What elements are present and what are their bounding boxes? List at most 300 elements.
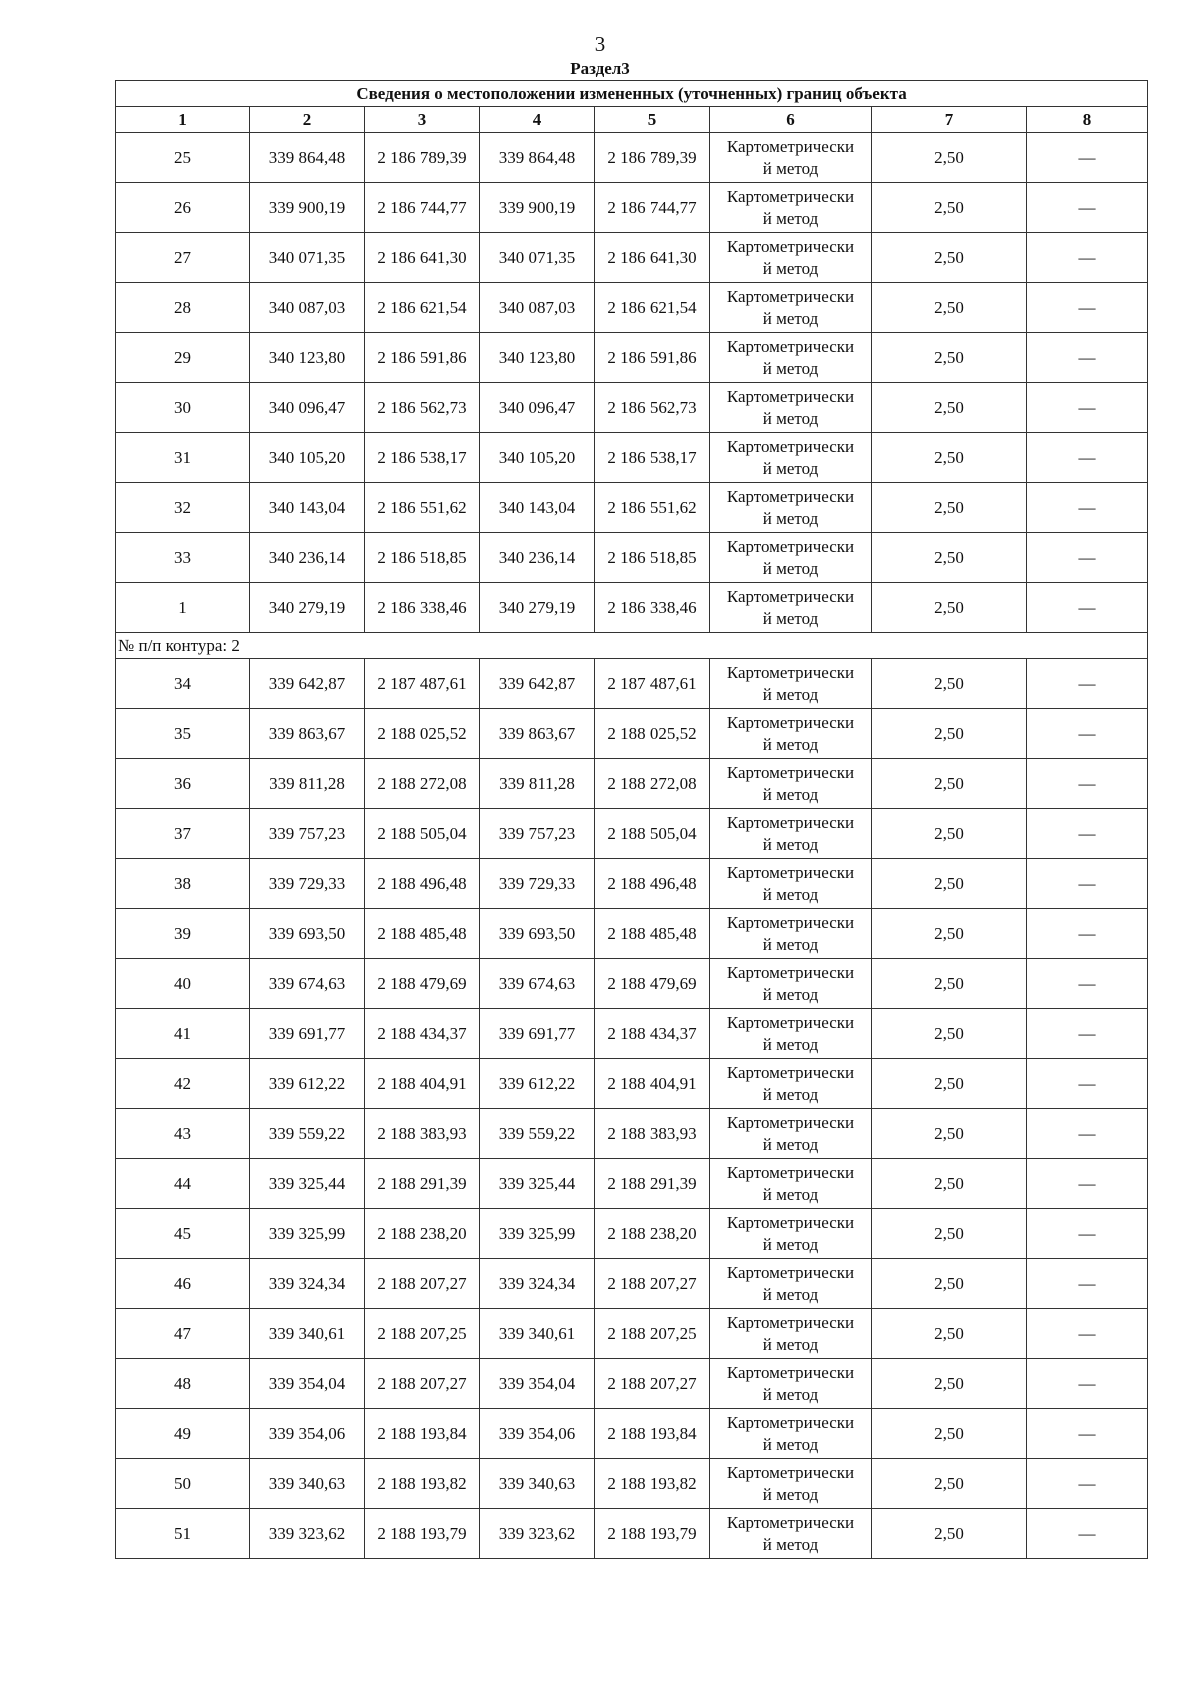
x-existing-cell: 339 900,19 bbox=[250, 183, 365, 233]
method-line: Картометрически bbox=[726, 536, 855, 556]
accuracy-cell: 2,50 bbox=[872, 1309, 1027, 1359]
x-existing-cell: 339 729,33 bbox=[250, 859, 365, 909]
point-number-cell: 50 bbox=[116, 1459, 250, 1509]
y-existing-cell: 2 188 496,48 bbox=[365, 859, 480, 909]
table-row bbox=[116, 283, 1148, 333]
table-row bbox=[116, 1109, 1148, 1159]
point-number-cell: 35 bbox=[116, 709, 250, 759]
x-refined-cell: 340 279,19 bbox=[480, 583, 595, 633]
x-refined-cell: 339 863,67 bbox=[480, 709, 595, 759]
x-existing-cell: 340 087,03 bbox=[250, 283, 365, 333]
contour-label-row bbox=[116, 633, 1148, 659]
method-line: й метод bbox=[762, 1134, 819, 1154]
x-existing-cell: 339 674,63 bbox=[250, 959, 365, 1009]
point-number-cell: 34 bbox=[116, 659, 250, 709]
table-row bbox=[116, 1409, 1148, 1459]
method-line: й метод bbox=[762, 308, 819, 328]
description-cell: — bbox=[1027, 233, 1148, 283]
x-existing-cell: 339 354,06 bbox=[250, 1409, 365, 1459]
point-number-cell: 42 bbox=[116, 1059, 250, 1109]
y-existing-cell: 2 187 487,61 bbox=[365, 659, 480, 709]
table-row bbox=[116, 583, 1148, 633]
y-existing-cell: 2 188 025,52 bbox=[365, 709, 480, 759]
x-refined-cell: 339 729,33 bbox=[480, 859, 595, 909]
table-row bbox=[116, 1259, 1148, 1309]
x-refined-cell: 339 693,50 bbox=[480, 909, 595, 959]
method-line: й метод bbox=[762, 358, 819, 378]
table-row bbox=[116, 759, 1148, 809]
point-number-cell: 37 bbox=[116, 809, 250, 859]
y-existing-cell: 2 186 538,17 bbox=[365, 433, 480, 483]
point-number-cell: 31 bbox=[116, 433, 250, 483]
table-row bbox=[116, 333, 1148, 383]
y-existing-cell: 2 186 551,62 bbox=[365, 483, 480, 533]
y-existing-cell: 2 186 641,30 bbox=[365, 233, 480, 283]
method-cell bbox=[710, 1259, 872, 1309]
method-line: й метод bbox=[762, 458, 819, 478]
x-refined-cell: 339 811,28 bbox=[480, 759, 595, 809]
x-refined-cell: 339 324,34 bbox=[480, 1259, 595, 1309]
method-cell bbox=[710, 383, 872, 433]
table-row bbox=[116, 533, 1148, 583]
y-refined-cell: 2 186 621,54 bbox=[595, 283, 710, 333]
x-existing-cell: 339 811,28 bbox=[250, 759, 365, 809]
x-existing-cell: 339 340,61 bbox=[250, 1309, 365, 1359]
table-row bbox=[116, 1359, 1148, 1409]
point-number-cell: 46 bbox=[116, 1259, 250, 1309]
point-number-cell: 30 bbox=[116, 383, 250, 433]
method-line: й метод bbox=[762, 1234, 819, 1254]
x-existing-cell: 339 559,22 bbox=[250, 1109, 365, 1159]
method-line: й метод bbox=[762, 1334, 819, 1354]
method-line: й метод bbox=[762, 834, 819, 854]
method-cell bbox=[710, 483, 872, 533]
x-existing-cell: 339 691,77 bbox=[250, 1009, 365, 1059]
method-cell bbox=[710, 709, 872, 759]
x-existing-cell: 340 279,19 bbox=[250, 583, 365, 633]
description-cell: — bbox=[1027, 759, 1148, 809]
method-line: й метод bbox=[762, 734, 819, 754]
table-row bbox=[116, 133, 1148, 183]
method-cell bbox=[710, 959, 872, 1009]
y-existing-cell: 2 186 591,86 bbox=[365, 333, 480, 383]
x-existing-cell: 340 096,47 bbox=[250, 383, 365, 433]
method-line: й метод bbox=[762, 1434, 819, 1454]
y-existing-cell: 2 186 744,77 bbox=[365, 183, 480, 233]
method-cell bbox=[710, 233, 872, 283]
x-existing-cell: 339 324,34 bbox=[250, 1259, 365, 1309]
point-number-cell: 32 bbox=[116, 483, 250, 533]
y-refined-cell: 2 186 538,17 bbox=[595, 433, 710, 483]
accuracy-cell: 2,50 bbox=[872, 483, 1027, 533]
table-row bbox=[116, 809, 1148, 859]
y-existing-cell: 2 188 207,27 bbox=[365, 1259, 480, 1309]
y-existing-cell: 2 188 272,08 bbox=[365, 759, 480, 809]
description-cell: — bbox=[1027, 909, 1148, 959]
method-cell bbox=[710, 1509, 872, 1559]
accuracy-cell: 2,50 bbox=[872, 909, 1027, 959]
method-cell bbox=[710, 533, 872, 583]
accuracy-cell: 2,50 bbox=[872, 1009, 1027, 1059]
method-cell bbox=[710, 1459, 872, 1509]
x-refined-cell: 339 559,22 bbox=[480, 1109, 595, 1159]
description-cell: — bbox=[1027, 333, 1148, 383]
method-line: й метод bbox=[762, 1184, 819, 1204]
point-number-cell: 48 bbox=[116, 1359, 250, 1409]
method-cell bbox=[710, 433, 872, 483]
description-cell: — bbox=[1027, 1059, 1148, 1109]
method-line: Картометрически bbox=[726, 812, 855, 832]
x-existing-cell: 340 143,04 bbox=[250, 483, 365, 533]
x-refined-cell: 339 325,99 bbox=[480, 1209, 595, 1259]
section-title: Раздел3 bbox=[570, 59, 630, 78]
description-cell: — bbox=[1027, 1209, 1148, 1259]
accuracy-cell: 2,50 bbox=[872, 1459, 1027, 1509]
point-number-cell: 41 bbox=[116, 1009, 250, 1059]
x-existing-cell: 339 864,48 bbox=[250, 133, 365, 183]
method-line: й метод bbox=[762, 984, 819, 1004]
method-cell bbox=[710, 1059, 872, 1109]
point-number-cell: 45 bbox=[116, 1209, 250, 1259]
method-cell bbox=[710, 1359, 872, 1409]
description-cell: — bbox=[1027, 1509, 1148, 1559]
method-line: й метод bbox=[762, 1384, 819, 1404]
point-number-cell: 26 bbox=[116, 183, 250, 233]
y-existing-cell: 2 188 505,04 bbox=[365, 809, 480, 859]
table-row bbox=[116, 1459, 1148, 1509]
point-number-cell: 38 bbox=[116, 859, 250, 909]
x-refined-cell: 339 354,04 bbox=[480, 1359, 595, 1409]
method-line: Картометрически bbox=[726, 1012, 855, 1032]
table-caption-row bbox=[116, 81, 1148, 107]
x-refined-cell: 339 757,23 bbox=[480, 809, 595, 859]
y-refined-cell: 2 188 238,20 bbox=[595, 1209, 710, 1259]
point-number-cell: 33 bbox=[116, 533, 250, 583]
accuracy-cell: 2,50 bbox=[872, 583, 1027, 633]
point-number-cell: 29 bbox=[116, 333, 250, 383]
description-cell: — bbox=[1027, 183, 1148, 233]
description-cell: — bbox=[1027, 859, 1148, 909]
column-header: 5 bbox=[595, 107, 710, 133]
y-refined-cell: 2 188 025,52 bbox=[595, 709, 710, 759]
description-cell: — bbox=[1027, 1109, 1148, 1159]
x-refined-cell: 340 236,14 bbox=[480, 533, 595, 583]
method-line: Картометрически bbox=[726, 712, 855, 732]
column-header: 1 bbox=[116, 107, 250, 133]
x-existing-cell: 340 123,80 bbox=[250, 333, 365, 383]
y-existing-cell: 2 186 562,73 bbox=[365, 383, 480, 433]
x-refined-cell: 340 123,80 bbox=[480, 333, 595, 383]
y-existing-cell: 2 188 193,84 bbox=[365, 1409, 480, 1459]
description-cell: — bbox=[1027, 709, 1148, 759]
accuracy-cell: 2,50 bbox=[872, 759, 1027, 809]
x-existing-cell: 339 325,99 bbox=[250, 1209, 365, 1259]
table-row bbox=[116, 1009, 1148, 1059]
y-refined-cell: 2 186 518,85 bbox=[595, 533, 710, 583]
accuracy-cell: 2,50 bbox=[872, 1509, 1027, 1559]
x-existing-cell: 340 236,14 bbox=[250, 533, 365, 583]
point-number-cell: 44 bbox=[116, 1159, 250, 1209]
method-line: Картометрически bbox=[726, 1262, 855, 1282]
y-existing-cell: 2 188 238,20 bbox=[365, 1209, 480, 1259]
x-existing-cell: 339 693,50 bbox=[250, 909, 365, 959]
method-line: й метод bbox=[762, 1534, 819, 1554]
y-refined-cell: 2 188 207,25 bbox=[595, 1309, 710, 1359]
method-line: й метод bbox=[762, 158, 819, 178]
x-existing-cell: 339 323,62 bbox=[250, 1509, 365, 1559]
method-line: Картометрически bbox=[726, 1512, 855, 1532]
accuracy-cell: 2,50 bbox=[872, 1059, 1027, 1109]
column-header: 2 bbox=[250, 107, 365, 133]
point-number-cell: 1 bbox=[116, 583, 250, 633]
y-existing-cell: 2 186 789,39 bbox=[365, 133, 480, 183]
y-existing-cell: 2 188 291,39 bbox=[365, 1159, 480, 1209]
column-header: 8 bbox=[1027, 107, 1148, 133]
table-row bbox=[116, 183, 1148, 233]
accuracy-cell: 2,50 bbox=[872, 1409, 1027, 1459]
x-refined-cell: 339 674,63 bbox=[480, 959, 595, 1009]
method-cell bbox=[710, 759, 872, 809]
method-cell bbox=[710, 333, 872, 383]
method-line: й метод bbox=[762, 684, 819, 704]
x-refined-cell: 340 143,04 bbox=[480, 483, 595, 533]
method-line: Картометрически bbox=[726, 1412, 855, 1432]
accuracy-cell: 2,50 bbox=[872, 709, 1027, 759]
method-cell bbox=[710, 1209, 872, 1259]
y-existing-cell: 2 188 193,82 bbox=[365, 1459, 480, 1509]
method-line: й метод bbox=[762, 208, 819, 228]
method-line: й метод bbox=[762, 608, 819, 628]
point-number-cell: 39 bbox=[116, 909, 250, 959]
table-row bbox=[116, 659, 1148, 709]
method-line: й метод bbox=[762, 408, 819, 428]
column-header: 7 bbox=[872, 107, 1027, 133]
description-cell: — bbox=[1027, 283, 1148, 333]
y-existing-cell: 2 188 404,91 bbox=[365, 1059, 480, 1109]
x-refined-cell: 339 642,87 bbox=[480, 659, 595, 709]
contour-2-label-section bbox=[116, 633, 1148, 659]
method-cell bbox=[710, 583, 872, 633]
description-cell: — bbox=[1027, 959, 1148, 1009]
table-row bbox=[116, 233, 1148, 283]
method-line: Картометрически bbox=[726, 286, 855, 306]
method-line: Картометрически bbox=[726, 1212, 855, 1232]
method-line: Картометрически bbox=[726, 1312, 855, 1332]
description-cell: — bbox=[1027, 383, 1148, 433]
y-refined-cell: 2 186 562,73 bbox=[595, 383, 710, 433]
y-refined-cell: 2 188 485,48 bbox=[595, 909, 710, 959]
y-refined-cell: 2 188 272,08 bbox=[595, 759, 710, 809]
method-line: й метод bbox=[762, 1034, 819, 1054]
x-existing-cell: 339 863,67 bbox=[250, 709, 365, 759]
x-existing-cell: 339 757,23 bbox=[250, 809, 365, 859]
x-refined-cell: 339 864,48 bbox=[480, 133, 595, 183]
x-existing-cell: 339 354,04 bbox=[250, 1359, 365, 1409]
method-line: Картометрически bbox=[726, 762, 855, 782]
description-cell: — bbox=[1027, 659, 1148, 709]
column-header: 4 bbox=[480, 107, 595, 133]
point-number-cell: 49 bbox=[116, 1409, 250, 1459]
accuracy-cell: 2,50 bbox=[872, 333, 1027, 383]
table-row bbox=[116, 1059, 1148, 1109]
method-line: й метод bbox=[762, 258, 819, 278]
point-number-cell: 40 bbox=[116, 959, 250, 1009]
x-refined-cell: 339 340,61 bbox=[480, 1309, 595, 1359]
description-cell: — bbox=[1027, 1459, 1148, 1509]
point-number-cell: 51 bbox=[116, 1509, 250, 1559]
accuracy-cell: 2,50 bbox=[872, 959, 1027, 1009]
description-cell: — bbox=[1027, 1359, 1148, 1409]
x-existing-cell: 340 071,35 bbox=[250, 233, 365, 283]
y-refined-cell: 2 188 505,04 bbox=[595, 809, 710, 859]
accuracy-cell: 2,50 bbox=[872, 383, 1027, 433]
x-existing-cell: 339 642,87 bbox=[250, 659, 365, 709]
y-existing-cell: 2 188 434,37 bbox=[365, 1009, 480, 1059]
method-line: й метод bbox=[762, 884, 819, 904]
method-cell bbox=[710, 1009, 872, 1059]
y-existing-cell: 2 186 338,46 bbox=[365, 583, 480, 633]
table-row bbox=[116, 1309, 1148, 1359]
x-refined-cell: 340 105,20 bbox=[480, 433, 595, 483]
y-refined-cell: 2 188 193,79 bbox=[595, 1509, 710, 1559]
method-cell bbox=[710, 809, 872, 859]
y-existing-cell: 2 188 207,27 bbox=[365, 1359, 480, 1409]
accuracy-cell: 2,50 bbox=[872, 1209, 1027, 1259]
x-refined-cell: 339 354,06 bbox=[480, 1409, 595, 1459]
method-line: Картометрически bbox=[726, 586, 855, 606]
method-cell bbox=[710, 1409, 872, 1459]
description-cell: — bbox=[1027, 533, 1148, 583]
description-cell: — bbox=[1027, 583, 1148, 633]
accuracy-cell: 2,50 bbox=[872, 1109, 1027, 1159]
y-existing-cell: 2 188 383,93 bbox=[365, 1109, 480, 1159]
method-line: Картометрически bbox=[726, 912, 855, 932]
method-line: й метод bbox=[762, 1084, 819, 1104]
table-row bbox=[116, 1159, 1148, 1209]
description-cell: — bbox=[1027, 1409, 1148, 1459]
table-caption: Сведения о местоположении измененных (уточненных) границ объекта bbox=[116, 81, 1148, 107]
accuracy-cell: 2,50 bbox=[872, 1159, 1027, 1209]
column-header: 6 bbox=[710, 107, 872, 133]
accuracy-cell: 2,50 bbox=[872, 183, 1027, 233]
column-header-row bbox=[116, 107, 1148, 133]
method-line: Картометрически bbox=[726, 1112, 855, 1132]
method-line: й метод bbox=[762, 508, 819, 528]
accuracy-cell: 2,50 bbox=[872, 1359, 1027, 1409]
table-row bbox=[116, 483, 1148, 533]
description-cell: — bbox=[1027, 483, 1148, 533]
method-line: Картометрически bbox=[726, 662, 855, 682]
description-cell: — bbox=[1027, 1309, 1148, 1359]
x-refined-cell: 339 340,63 bbox=[480, 1459, 595, 1509]
x-existing-cell: 339 340,63 bbox=[250, 1459, 365, 1509]
column-header: 3 bbox=[365, 107, 480, 133]
accuracy-cell: 2,50 bbox=[872, 233, 1027, 283]
point-number-cell: 28 bbox=[116, 283, 250, 333]
method-line: Картометрически bbox=[726, 336, 855, 356]
y-refined-cell: 2 186 551,62 bbox=[595, 483, 710, 533]
table-row bbox=[116, 909, 1148, 959]
y-refined-cell: 2 188 404,91 bbox=[595, 1059, 710, 1109]
x-existing-cell: 340 105,20 bbox=[250, 433, 365, 483]
method-cell bbox=[710, 659, 872, 709]
table-row bbox=[116, 709, 1148, 759]
x-refined-cell: 340 096,47 bbox=[480, 383, 595, 433]
point-number-cell: 27 bbox=[116, 233, 250, 283]
table-row bbox=[116, 383, 1148, 433]
y-refined-cell: 2 188 496,48 bbox=[595, 859, 710, 909]
x-refined-cell: 339 612,22 bbox=[480, 1059, 595, 1109]
method-line: Картометрически bbox=[726, 1362, 855, 1382]
method-line: Картометрически bbox=[726, 962, 855, 982]
description-cell: — bbox=[1027, 809, 1148, 859]
y-refined-cell: 2 188 291,39 bbox=[595, 1159, 710, 1209]
y-existing-cell: 2 188 207,25 bbox=[365, 1309, 480, 1359]
method-line: Картометрически bbox=[726, 386, 855, 406]
method-cell bbox=[710, 283, 872, 333]
table-row bbox=[116, 1209, 1148, 1259]
y-refined-cell: 2 187 487,61 bbox=[595, 659, 710, 709]
contour-2-rows bbox=[116, 659, 1148, 1559]
method-line: Картометрически bbox=[726, 486, 855, 506]
y-refined-cell: 2 186 789,39 bbox=[595, 133, 710, 183]
table-row bbox=[116, 433, 1148, 483]
description-cell: — bbox=[1027, 1159, 1148, 1209]
y-existing-cell: 2 186 518,85 bbox=[365, 533, 480, 583]
method-line: Картометрически bbox=[726, 186, 855, 206]
x-refined-cell: 340 071,35 bbox=[480, 233, 595, 283]
point-number-cell: 25 bbox=[116, 133, 250, 183]
method-line: й метод bbox=[762, 1284, 819, 1304]
accuracy-cell: 2,50 bbox=[872, 809, 1027, 859]
description-cell: — bbox=[1027, 1259, 1148, 1309]
x-refined-cell: 339 900,19 bbox=[480, 183, 595, 233]
method-line: й метод bbox=[762, 558, 819, 578]
y-refined-cell: 2 188 207,27 bbox=[595, 1259, 710, 1309]
method-line: Картометрически bbox=[726, 862, 855, 882]
point-number-cell: 36 bbox=[116, 759, 250, 809]
method-line: й метод bbox=[762, 784, 819, 804]
y-refined-cell: 2 186 338,46 bbox=[595, 583, 710, 633]
method-cell bbox=[710, 1159, 872, 1209]
x-existing-cell: 339 612,22 bbox=[250, 1059, 365, 1109]
y-existing-cell: 2 188 485,48 bbox=[365, 909, 480, 959]
method-cell bbox=[710, 183, 872, 233]
accuracy-cell: 2,50 bbox=[872, 283, 1027, 333]
table-row bbox=[116, 1509, 1148, 1559]
x-refined-cell: 339 691,77 bbox=[480, 1009, 595, 1059]
contour-label: № п/п контура: 2 bbox=[116, 633, 1148, 659]
x-refined-cell: 340 087,03 bbox=[480, 283, 595, 333]
accuracy-cell: 2,50 bbox=[872, 533, 1027, 583]
point-number-cell: 43 bbox=[116, 1109, 250, 1159]
contour-1-rows bbox=[116, 133, 1148, 633]
description-cell: — bbox=[1027, 433, 1148, 483]
method-line: й метод bbox=[762, 1484, 819, 1504]
y-refined-cell: 2 188 207,27 bbox=[595, 1359, 710, 1409]
y-refined-cell: 2 188 479,69 bbox=[595, 959, 710, 1009]
y-existing-cell: 2 186 621,54 bbox=[365, 283, 480, 333]
description-cell: — bbox=[1027, 133, 1148, 183]
table-row bbox=[116, 959, 1148, 1009]
x-refined-cell: 339 323,62 bbox=[480, 1509, 595, 1559]
accuracy-cell: 2,50 bbox=[872, 659, 1027, 709]
boundary-coordinates-table bbox=[115, 80, 1148, 1559]
page-number: 3 bbox=[594, 32, 606, 56]
y-refined-cell: 2 188 193,82 bbox=[595, 1459, 710, 1509]
method-line: Картометрически bbox=[726, 1062, 855, 1082]
y-refined-cell: 2 188 193,84 bbox=[595, 1409, 710, 1459]
